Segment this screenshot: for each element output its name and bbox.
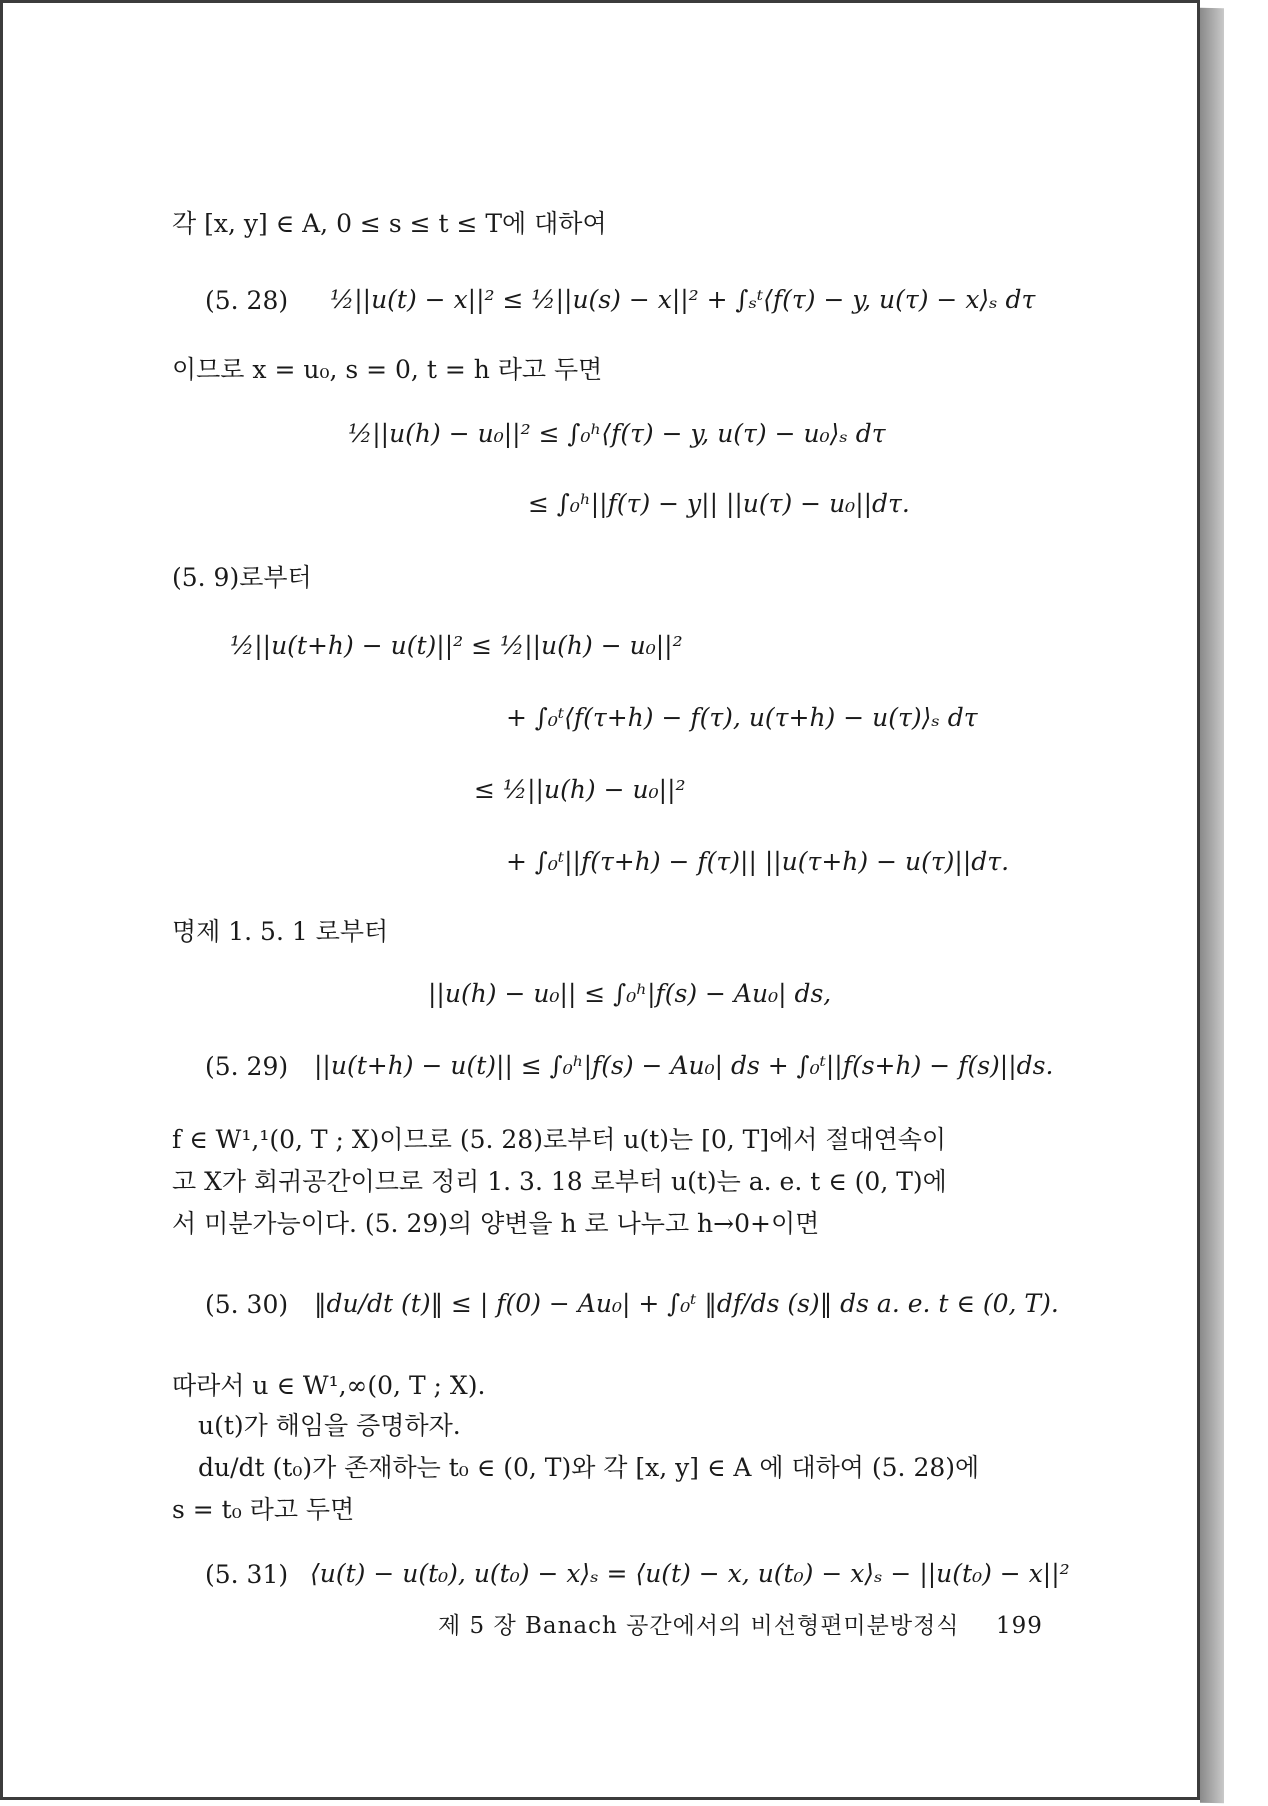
text-line: 각 [x, y] ∈ A, 0 ≤ s ≤ t ≤ T에 대하여 <box>172 209 607 238</box>
equation-number: (5. 29) <box>205 1052 289 1081</box>
equation-number: (5. 30) <box>205 1290 289 1319</box>
text-line: du/dt (t₀)가 존재하는 t₀ ∈ (0, T)와 각 [x, y] ∈ A 에 대하여 (5. 28)에 <box>198 1453 980 1482</box>
text-line: u(t)가 해임을 증명하자. <box>198 1411 461 1440</box>
equation: ⟨u(t) − u(t₀), u(t₀) − x⟩ₛ = ⟨u(t) − x, u(t₀) − x⟩ₛ − ||u(t₀) − x||² <box>310 1559 1070 1588</box>
text-line: f ∈ W¹,¹(0, T ; X)이므로 (5. 28)로부터 u(t)는 [0, T]에서 절대연속이 <box>172 1125 947 1154</box>
text-line: 서 미분가능이다. (5. 29)의 양변을 h 로 나누고 h→0+이면 <box>172 1209 820 1238</box>
equation: ‖du/dt (t)‖ ≤ | f(0) − Au₀| + ∫₀ᵗ ‖df/ds (s)‖ ds a. e. t ∈ (0, T). <box>314 1289 1059 1318</box>
equation: ≤ ∫₀ʰ||f(τ) − y|| ||u(τ) − u₀||dτ. <box>528 489 910 518</box>
page-edge <box>1200 8 1224 1804</box>
equation: ½||u(h) − u₀||² ≤ ∫₀ʰ⟨f(τ) − y, u(τ) − u₀⟩ₛ dτ <box>348 419 886 448</box>
equation: ½||u(t+h) − u(t)||² ≤ ½||u(h) − u₀||² <box>230 631 683 660</box>
text-line: 명제 1. 5. 1 로부터 <box>172 917 389 946</box>
equation: ½||u(t) − x||² ≤ ½||u(s) − x||² + ∫ₛᵗ⟨f(τ) − y, u(τ) − x⟩ₛ dτ <box>330 285 1036 314</box>
equation: ||u(t+h) − u(t)|| ≤ ∫₀ʰ|f(s) − Au₀| ds + ∫₀ᵗ||f(s+h) − f(s)||ds. <box>314 1051 1054 1080</box>
text-line: 고 X가 회귀공간이므로 정리 1. 3. 18 로부터 u(t)는 a. e. t ∈ (0, T)에 <box>172 1167 947 1196</box>
equation: + ∫₀ᵗ⟨f(τ+h) − f(τ), u(τ+h) − u(τ)⟩ₛ dτ <box>506 703 978 732</box>
equation: + ∫₀ᵗ||f(τ+h) − f(τ)|| ||u(τ+h) − u(τ)||dτ. <box>506 847 1010 876</box>
text-line: 이므로 x = u₀, s = 0, t = h 라고 두면 <box>172 355 603 384</box>
equation: ||u(h) − u₀|| ≤ ∫₀ʰ|f(s) − Au₀| ds, <box>428 979 832 1008</box>
text-line: s = t₀ 라고 두면 <box>172 1495 355 1524</box>
page-number: 199 <box>996 1613 1043 1639</box>
text-line: (5. 9)로부터 <box>172 563 312 592</box>
text-line: 따라서 u ∈ W¹,∞(0, T ; X). <box>172 1371 486 1400</box>
equation-number: (5. 31) <box>205 1560 289 1589</box>
running-footer: 제 5 장 Banach 공간에서의 비선형편미분방정식 <box>438 1613 960 1639</box>
equation-number: (5. 28) <box>205 286 289 315</box>
equation: ≤ ½||u(h) − u₀||² <box>474 775 686 804</box>
